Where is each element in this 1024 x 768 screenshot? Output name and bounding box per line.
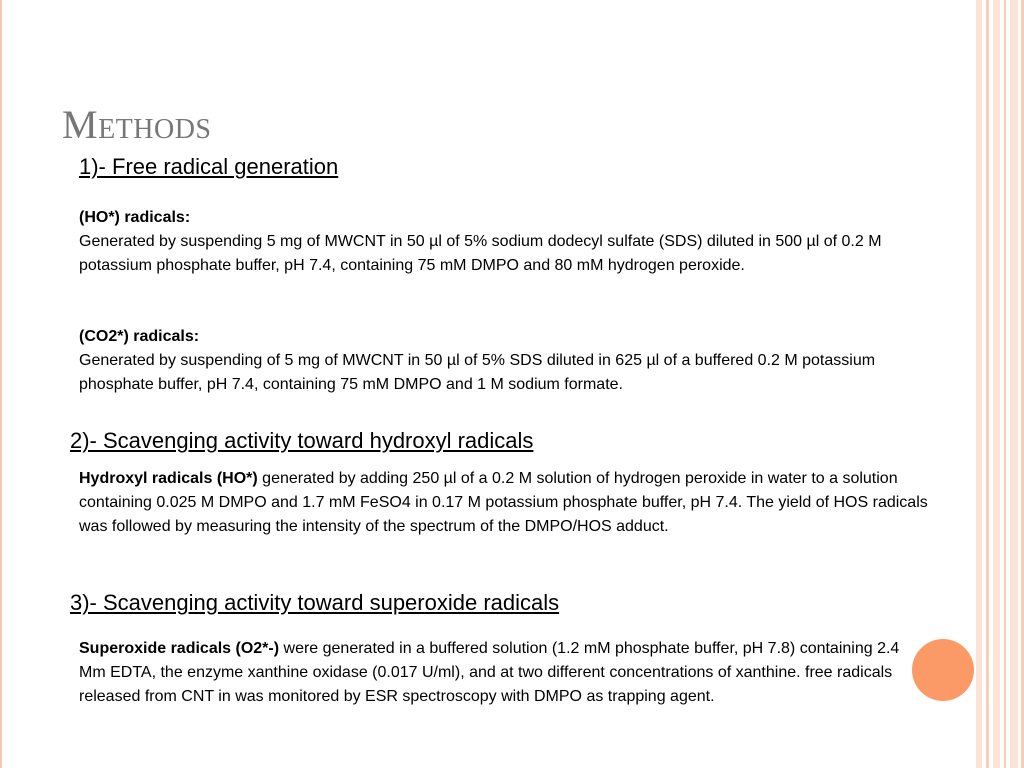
ho-radicals-label: (HO*) radicals: [79, 209, 191, 226]
superoxide-radicals-label: Superoxide radicals (O2*-) [79, 640, 280, 657]
hydroxyl-radicals-text: generated by adding 250 µl of a 0.2 M solution of hydrogen peroxide in water to a solution containing 0.025 M DMPO and 1.7 mM FeSO4 in 0.17 M potassium phosphate buffer, pH 7.4. The yield of HOS radicals was followed by measuring the intensity of the spectrum of the DMPO/HOS adduct. [79, 470, 928, 535]
section-heading-superoxide-scavenging: 3)- Scavenging activity toward superoxide radicals [70, 590, 560, 615]
slide-title: Methods [62, 102, 212, 147]
section-heading-hydroxyl-scavenging: 2)- Scavenging activity toward hydroxyl radicals [70, 428, 534, 453]
co2-radicals-block [79, 325, 934, 397]
ho-radicals-block [79, 206, 934, 278]
co2-radicals-label: (CO2*) radicals: [79, 328, 200, 345]
section-heading-free-radical-generation: 1)- Free radical generation [79, 154, 339, 179]
ho-radicals-text: Generated by suspending 5 mg of MWCNT in 50 µl of 5% sodium dodecyl sulfate (SDS) diluted in 500 µl of 0.2 M potassium phosphate buffer, pH 7.4, containing 75 mM DMPO and 80 mM hydrogen peroxide. [79, 233, 882, 274]
superoxide-radicals-text: were generated in a buffered solution (1.2 mM phosphate buffer, pH 7.8) containing 2.4 Mm EDTA, the enzyme xanthine oxidase (0.017 U/ml), and at two different concentrations of xanthine. free radicals released from CNT in was monitored by ESR spectroscopy with DMPO as trapping agent. [79, 640, 900, 705]
accent-circle [912, 639, 974, 701]
co2-radicals-text: Generated by suspending of 5 mg of MWCNT in 50 µl of 5% SDS diluted in 625 µl of a buffered 0.2 M potassium phosphate buffer, pH 7.4, containing 75 mM DMPO and 1 M sodium formate. [79, 352, 876, 393]
hydroxyl-radicals-block [79, 467, 934, 539]
hydroxyl-radicals-label: Hydroxyl radicals (HO*) [79, 470, 258, 487]
superoxide-radicals-block [79, 637, 909, 709]
